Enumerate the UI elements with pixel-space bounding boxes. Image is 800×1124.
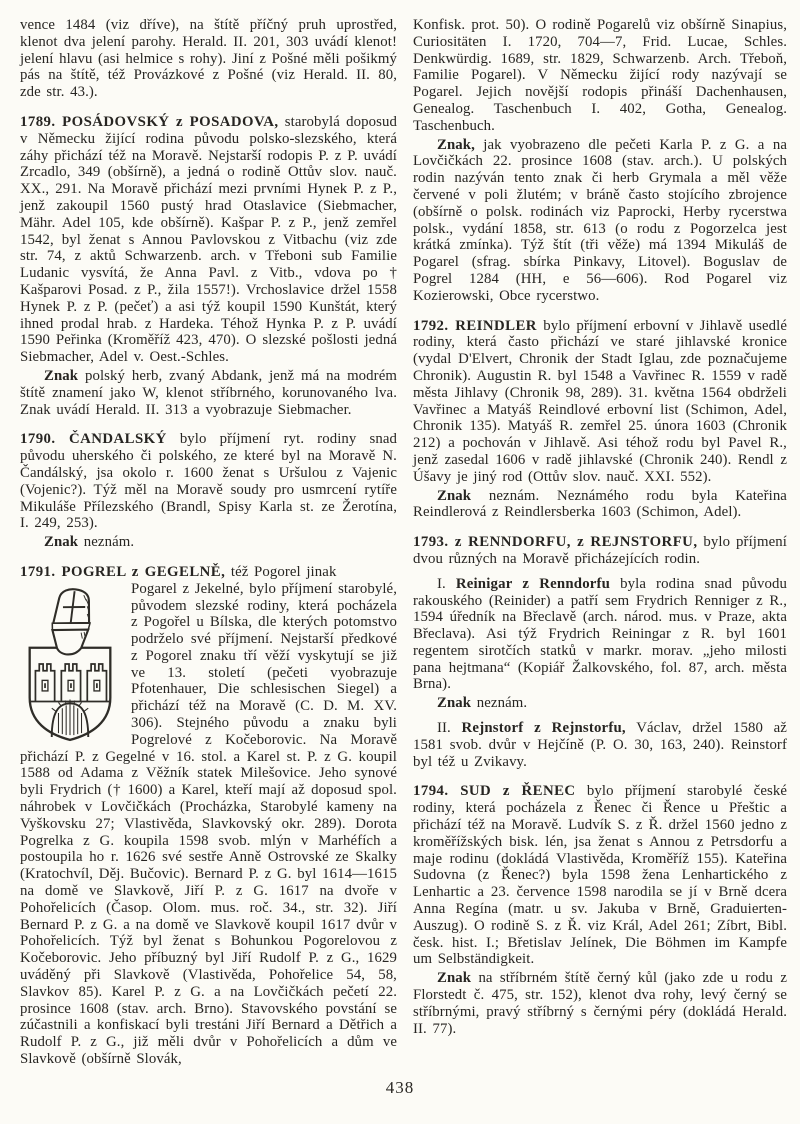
znak-paragraph-1790 [20, 534, 397, 551]
znak-paragraph-1791 [413, 137, 787, 305]
znak-label: Znak [437, 487, 472, 504]
coat-of-arms-illustration [22, 586, 118, 744]
entry-1793-heading: 1793. z RENNDORFU, z REJNSTORFU, [413, 534, 698, 551]
znak-1790-body: neznám. [83, 534, 135, 551]
znak-label: Znak, [437, 136, 475, 153]
znak-1791-body: jak vyobrazeno dle pečeti Karla P. z G. a na Lovčičkách 22. prosince 1608 (stav. arch.). U polských rodin nazýván tento znak či herb Grymala a měl věže červené v poli žlutém; v bráně často stojícího zbrojence (obšírně o polsk. rodinách viz Paprocki, Herby rycerstwa polsk., vydání 1858, str. 613 (o rodu z Pogorzelca jest krátká zmínka). Týž štít (tři věže) má 1394 Mikuláš de Pogarel (sfrag. sbírka Pinkavy, Litovel). Boguslav de Pogrel 1284 (HH, e 56—606). Rod Pogarel viz Kozierowski, Obce rycerstwo. [413, 136, 787, 304]
entry-1790-heading: 1790. ČANDALSKÝ [20, 431, 167, 448]
znak-1793-body: neznám. [476, 695, 528, 712]
family-ii-name: Rejnstorf z Rejnstorfu, [461, 720, 626, 737]
entry-1791-body: Pogarel z Jekelné, bylo příjmení starobylé, původem slezské rodiny, která pocházela z Pogořel u Bílska, dle kterých potomstvo podrželo své příjmení. Nejstarší předkové z Pogorel znaku tří věží vyskytují se již ve 13. století (pečeti vyobrazuje Pfotenhauer, Die schlesischen Siegel) a přichází též na Moravě (C. D. M. XV. 306). Stejného původu a znaku byli Pogrelové z Kočeborovic. Na Moravě přichází P. z Gegelné v 16. stol. a Karel st. P. z G. koupil 1588 od Adama z Věžník statek Milešovice. Jeho synové byli Frydrich († 1600) a Karel, kteří mají až doposud spol. náhrobek v Lovčičkách (Procházka, Starobylé kameny na Vyškovsku 27; Vlastivěda, Slavkovský okr. 289). Dorota Pogrelka z G. koupila 1598 svob. mlýn v Marhéfích a postoupila ho r. 1626 své sestře Anně Ostrovské ze Skalky (Kratochvíl, Děj. Bučovic). Bernard P. z G. byl 1614—1615 na domě ve Slavkově, Jiří P. z G. 1617 na dvoře v Pohořelicích (Časop. Olom. mus. roč. 34., str. 32). Jiří Bernard P. z G. a na domě ve Slavkově koupil 1617 dvůr v Pohořelicích. Týž byl ženat s Bohunkou Pogorelovou z Kočeborovic. Jeho příbuzný byl Jiří Rudolf P. z G., 1629 uváděný při Slavkově (Vlastivěda, Pohořelice 54, 58, Slavkov 85). Karel P. z G. a na Lovčičkách pečetí 22. prosince 1608 (stav. arch. Brno). Stavovského povstání se zúčastnili a konfiskací byli trestáni Jiří Bernard a Dětřich a Rudolf P. z G., již měli dvůr v Pohořelicích a dům ve Slavkově (obšírně Slovák, [20, 580, 398, 1068]
page-number: 438 [385, 1078, 415, 1097]
znak-1792-body: neznám. Neznámého rodu byla Kateřina Reindlerová z Reindlersberka 1603 (Schimon, Adel). [413, 487, 787, 521]
entry-1791-intro: též Pogorel jinak [230, 563, 337, 580]
entry-1794 [413, 783, 787, 968]
continuation-paragraph-left: vence 1484 (viz dříve), na štítě příčný pruh uprostřed, klenot dva jelení parohy. Herald. II. 201, 303 uvádí klenot! jelení hlavu (asi helmice s rohy). Jiní z Pošné měli pošikmý pás na štítě, též Provázkové z Pošné (viz Herald. II. 80, zde str. 43.). [20, 17, 398, 101]
left-column [20, 17, 397, 1068]
entry-1793 [413, 534, 787, 568]
entry-1790 [20, 431, 397, 532]
znak-1794-body: na stříbrném štítě černý kůl (jako zde u rodu z Florstedt č. 475, str. 152), klenot dva rohy, levý černý se stříbrnými, pravý stříbrný s černými péry (dokládá Herald. II. 77). [413, 970, 787, 1037]
entry-1791-heading: 1791. POGREL z GEGELNĚ, [20, 563, 226, 580]
entry-1789-body: starobylá doposud v Německu žijící rodina původu polsko-slezského, která záhy přichází též na Moravě. Nejstarší rodopis P. z P. uvádí Zrcadlo, 349 (obšírně), a jedná o rodině Ottův slov. nauč. XX., 291. Na Moravě přichází mezi prvními Hynek P. z P., jenž zakoupil 1560 pustý hrad Otaslavice (Siebmacher, Mähr. Adel 105, kde obšírně). Kašpar P. z P., jenž zemřel 1542, byl ženat s Annou Pavlovskou z Vitbachu (viz zde str. 74, z aktů Schwarzenb. arch. v Třeboni sub Familie Ludanic vysvítá, že Anna Pavl. z Vitb., vdova po † Kašparovi Posad. z P., žila 1557!). Vrchoslavice držel 1558 Hynek P. z P. (pečeť) a asi týž koupil 1590 Kunštát, který ihned prodal hrab. z Hardeka. Téhož Hynka P. z P. uvádí 1590 Peřinka (Kroměříž 423, 470). O slezské pošlosti jedná Siebmacher, Adel v. Oest.-Schles. [20, 113, 397, 366]
znak-paragraph-1793 [413, 695, 787, 712]
znak-paragraph-1792 [413, 488, 787, 522]
family-ii-body: Václav, držel 1580 až 1581 svob. dvůr v Hejčíně (P. O. 30, 163, 240). Reinstorf byl též u Zvikavy. [413, 720, 787, 770]
znak-paragraph-1789 [20, 368, 397, 418]
znak-label: Znak [44, 534, 79, 551]
family-i-name: Reinigar z Renndorfu [455, 575, 611, 592]
entry-1793-family-i [413, 576, 787, 694]
continuation-paragraph-right: Konfisk. prot. 50). O rodině Pogarelů viz obšírně Sinapius, Curiositäten I. 1720, 704—7, Frid. Lucae, Schles. Denkwürdig. 1689, str. 1829, Schwarzenb. Arch. Třeboň, Familie Pogarel). V Německu žijící rody nazývají se Pogarel. Jejich novější rodopis přináší Dachenhausen, Genealog. Taschenbuch I. 402, Gotha, Genealog. Taschenbuch. [413, 17, 787, 134]
entry-1791 [20, 564, 397, 1068]
entry-1791-body-block [20, 581, 397, 1068]
entry-1789 [20, 114, 397, 366]
right-column [413, 17, 787, 1037]
entry-1790-body: bylo příjmení ryt. rodiny snad původu uherského či polského, ze které byl na Moravě N. Čandálský, jsa okolo r. 1600 ženat s Uršulou z Vajenic (Vojenic?). Týž měl na Moravě soudy pro usmrcení rytíře Mikuláše Přílezského (Brandl, Spisy Karla st. ze Žerotína, I. 249, 253). [20, 431, 397, 532]
entry-1792-heading: 1792. REINDLER [413, 317, 537, 334]
znak-label: Znak [437, 695, 472, 712]
family-i-body: byla rodina snad původu rakouského (Reinider) a patří sem Frydrich Renniger z R., 1594 úředník na Břeclavě (arch. národ. mus. v Praze, akta Břeclava). Asi týž Frydrich Reiningar z R. byl 1601 regentem sirotčích statků v markr. morav. „jeho milosti pana hejtmana“ (Kopiář Žalkovského, fol. 87, arch. města Brna). [413, 575, 787, 693]
entry-1792 [413, 318, 787, 486]
entry-1791-headline [20, 564, 397, 581]
entry-1793-family-ii [413, 720, 787, 770]
entry-1794-body: bylo příjmení starobylé české rodiny, která pocházela z Řenec či Řence u Přeštic a přichází též na Moravě. Ludvík S. z Ř. držel 1560 jedno z kroměřížských bisk. lén, jsa ženat s Annou z Petrsdorfu a maje rodinu (dokládá Vlastivěda, Kroměříž 155). Kateřina Sudovna (z Řenec?) byla 1598 žena Lenhartického z Lenhartic a 23. července 1598 narodila se jí v Brně dcera Anna Regína (matr. u sv. Jakuba v Brně, Graduierten-Auszug). O rodině S. z Ř. viz Král, Adel 261; Zíbrt, Bibl. česk. hist. I.; Břetislav Jelínek, Die Böhmen im Kampfe um Selbständigkeit. [413, 783, 788, 968]
znak-paragraph-1794 [413, 970, 787, 1037]
znak-1789-body: polský herb, zvaný Abdank, jenž má na modrém štítě znamení jako W, klenot stříbrného, korunovaného lva. Znak uvádí Herald. II. 313 a vyobrazuje Siebmacher. [20, 367, 397, 418]
znak-label: Znak [437, 970, 472, 987]
entry-1792-body: bylo příjmení erbovní v Jihlavě usedlé rodiny, která často přichází ve staré jihlavské kronice (vydal D'Elvert, Chronik der Stadt Iglau, zde poznačujeme Chronik). Augustin R. byl 1548 a Vavřinec R. 1559 v radě města Jihlavy (Chronik 98, 289). 31. května 1564 obdrželi Vavřinec a Matyáš Reindlové erbovní list (Schimon, Adel, Chronik 135). Matyáš R. zemřel 25. února 1603 (Chronik 212) a pochován v Jihlavě. Asi téhož rodu byl Pavel R., jenž zasedal 1606 v radě jihlavské (Chronik 240). Rendl z Úšavy je jiný rod (Ottův slov. nauč. XXI. 552). [413, 317, 787, 485]
entry-1793-body: bylo příjmení dvou různých na Moravě přicházejících rodin. [413, 534, 787, 567]
entry-1789-heading: 1789. POSÁDOVSKÝ z POSADOVA, [20, 113, 279, 130]
family-ii-numeral: II. [437, 720, 462, 737]
family-i-numeral: I. [437, 575, 456, 592]
entry-1794-heading: 1794. SUD z ŘENEC [413, 783, 576, 800]
znak-label: Znak [44, 367, 79, 384]
